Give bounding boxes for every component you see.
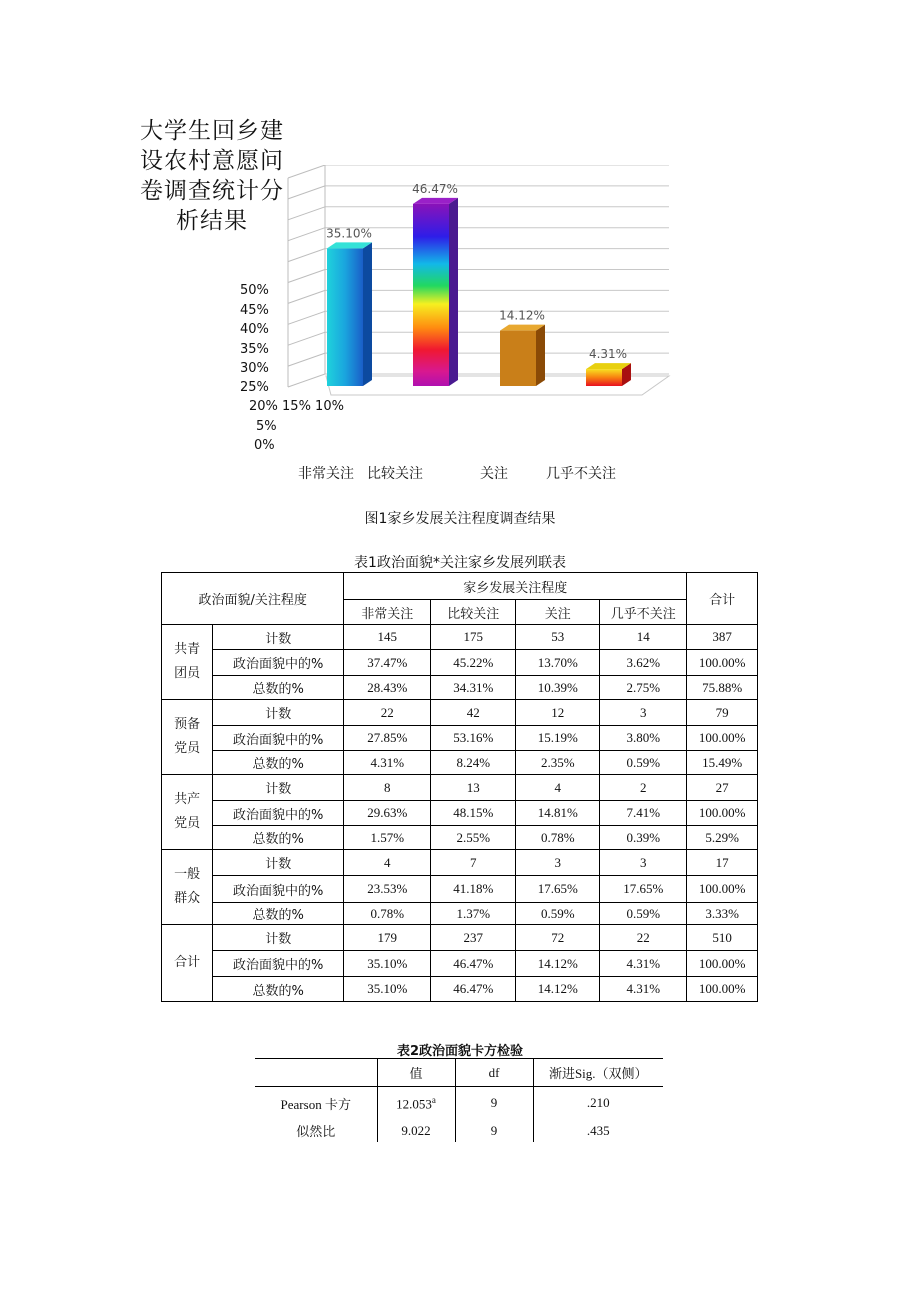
table1-cell: 72: [516, 925, 600, 951]
table1-cell: 2.35%: [516, 751, 600, 775]
table1-cell: 3.80%: [600, 726, 687, 751]
table1-cell: 100.00%: [687, 726, 758, 751]
chart-bars: [327, 198, 631, 386]
table1-cell: 4.31%: [600, 951, 687, 977]
table1-cell: 53: [516, 625, 600, 650]
table1-cell: 237: [431, 925, 516, 951]
y-tick-label: 25%: [240, 380, 269, 395]
table2-caption: 表2政治面貌卡方检验: [396, 1044, 524, 1059]
table1-cell: 3: [600, 850, 687, 876]
table1-row-label: 政治面貌中的%: [213, 801, 344, 826]
table1-cell: 14.12%: [516, 951, 600, 977]
table1-cell: 27: [687, 775, 758, 801]
table1-total-header: 合计: [687, 573, 758, 625]
table1-row-label: 总数的%: [213, 977, 344, 1002]
bar-side: [536, 325, 545, 386]
table2-row: [255, 1120, 663, 1142]
table1-row-label: 计数: [213, 700, 344, 726]
grid-line-side: [288, 290, 325, 303]
table1-cell: 37.47%: [344, 650, 431, 676]
table1-cell: 46.47%: [431, 951, 516, 977]
table2-df: 9: [455, 1087, 533, 1120]
table2-value: 12.053: [396, 1095, 432, 1111]
table1-cell: 22: [344, 700, 431, 726]
table1-cell: 179: [344, 925, 431, 951]
table1-row-label: 计数: [213, 850, 344, 876]
table1-row: [162, 676, 758, 700]
table1-row-label: 计数: [213, 925, 344, 951]
table1-row-label: 计数: [213, 775, 344, 801]
table1-column-header: 非常关注: [344, 600, 431, 625]
title-line: 析结果: [176, 208, 248, 234]
table2-row-label: 似然比: [255, 1120, 377, 1142]
x-category-label: 几乎不关注: [546, 466, 616, 482]
table1-cell: 35.10%: [344, 951, 431, 977]
table1-cell: 3: [516, 850, 600, 876]
table1-cell: 100.00%: [687, 876, 758, 903]
table1-cell: 510: [687, 925, 758, 951]
table1-cell: 4: [516, 775, 600, 801]
data-label: 14.12%: [499, 308, 545, 323]
table1-cell: 17: [687, 850, 758, 876]
table1-column-header: 关注: [516, 600, 600, 625]
table1-cell: 0.59%: [600, 903, 687, 925]
bar-side: [363, 242, 372, 386]
table1-row-label: 总数的%: [213, 676, 344, 700]
table1-cell: 100.00%: [687, 951, 758, 977]
table1-row-label: 政治面貌中的%: [213, 876, 344, 903]
y-tick-label: 45%: [240, 303, 269, 318]
table1-cell: 46.47%: [431, 977, 516, 1002]
data-label: 35.10%: [326, 226, 372, 241]
table1-row: [162, 650, 758, 676]
table1-cell: 14.81%: [516, 801, 600, 826]
table1-cell: 79: [687, 700, 758, 726]
crosstab-table: [161, 572, 758, 1002]
table1-cell: 75.88%: [687, 676, 758, 700]
y-tick-label: 20% 15% 10%: [249, 399, 344, 414]
table1-cell: 2.75%: [600, 676, 687, 700]
table1-cell: 100.00%: [687, 977, 758, 1002]
group-label-line: 合计: [174, 955, 201, 970]
y-tick-label: 0%: [254, 438, 275, 453]
table1-cell: 2.55%: [431, 826, 516, 850]
table1-cell: 15.49%: [687, 751, 758, 775]
table1-cell: 13.70%: [516, 650, 600, 676]
table1-cell: 29.63%: [344, 801, 431, 826]
table1-cell: 48.15%: [431, 801, 516, 826]
y-tick-label: 50%: [240, 283, 269, 298]
table1-cell: 5.29%: [687, 826, 758, 850]
table1-row: [162, 826, 758, 850]
table1-group-label: [162, 775, 213, 850]
table1-corner-header: 政治面貌/关注程度: [162, 573, 344, 625]
grid-line-side: [288, 353, 325, 366]
grid-line-side: [288, 249, 325, 262]
table1-column-header: 比较关注: [431, 600, 516, 625]
table1-row-label: 政治面貌中的%: [213, 650, 344, 676]
table1-cell: 35.10%: [344, 977, 431, 1002]
grid-line-side: [288, 186, 325, 199]
grid-line-side: [288, 374, 325, 387]
table1-row: [162, 903, 758, 925]
table2-row-label: Pearson 卡方: [255, 1087, 377, 1120]
table1-cell: 175: [431, 625, 516, 650]
group-label-line: 预备: [174, 717, 201, 732]
table1-row: [162, 925, 758, 951]
table2-value: 9.022: [377, 1120, 455, 1142]
table1-cell: 22: [600, 925, 687, 951]
table2-df: 9: [455, 1120, 533, 1142]
table1-caption: 表1政治面貌*关注家乡发展列联表: [354, 555, 566, 571]
title-line: 大学生回乡建: [140, 118, 284, 144]
table1-cell: 387: [687, 625, 758, 650]
table1-cell: 3.62%: [600, 650, 687, 676]
table1-row-label: 计数: [213, 625, 344, 650]
chi-square-table: [255, 1058, 663, 1142]
table1-cell: 8: [344, 775, 431, 801]
table1-cell: 28.43%: [344, 676, 431, 700]
table1-row: [162, 775, 758, 801]
table1-cell: 10.39%: [516, 676, 600, 700]
grid-line-side: [288, 207, 325, 220]
table1-cell: 15.19%: [516, 726, 600, 751]
table1-cell: 12: [516, 700, 600, 726]
table1-cell: 2: [600, 775, 687, 801]
grid-line-side: [288, 270, 325, 283]
table1-row-label: 政治面貌中的%: [213, 951, 344, 977]
table1-cell: 0.78%: [516, 826, 600, 850]
table1-cell: 34.31%: [431, 676, 516, 700]
table1-cell: 145: [344, 625, 431, 650]
table1-row: [162, 876, 758, 903]
table1-cell: 3: [600, 700, 687, 726]
table1-group-label: [162, 850, 213, 925]
table1-cell: 7: [431, 850, 516, 876]
table2-header-empty: [255, 1059, 377, 1087]
group-label-line: 共产: [174, 792, 201, 807]
title-line: 卷调查统计分: [140, 178, 284, 204]
table1-group-label: [162, 925, 213, 1002]
table1-cell: 0.39%: [600, 826, 687, 850]
table1-cell: 23.53%: [344, 876, 431, 903]
group-label-line: 共青: [174, 642, 201, 657]
table1-row: [162, 801, 758, 826]
table1-cell: 7.41%: [600, 801, 687, 826]
data-label: 4.31%: [588, 347, 628, 362]
table1-cell: 14.12%: [516, 977, 600, 1002]
footnote-marker: a: [431, 1094, 436, 1105]
table1-cell: 27.85%: [344, 726, 431, 751]
group-label-line: 一般: [174, 867, 201, 882]
table1-row: [162, 726, 758, 751]
table1-row-label: 总数的%: [213, 826, 344, 850]
table1-column-header: 几乎不关注: [600, 600, 687, 625]
table1-cell: 4: [344, 850, 431, 876]
x-category-label: 关注: [480, 466, 508, 482]
table1-row: [162, 951, 758, 977]
table1-cell: 41.18%: [431, 876, 516, 903]
group-label-line: 群众: [174, 891, 201, 906]
y-tick-label: 5%: [256, 419, 277, 434]
table2-header-value: 值: [377, 1059, 455, 1087]
grid-line-side: [288, 332, 325, 345]
x-category-label: 非常关注: [298, 466, 354, 482]
table1-cell: 1.57%: [344, 826, 431, 850]
table1-row: [162, 850, 758, 876]
table2-header-sig: 渐进Sig.（双侧）: [548, 1066, 648, 1081]
y-tick-label: 35%: [240, 342, 269, 357]
table1-cell: 4.31%: [600, 977, 687, 1002]
table1-cell: 4.31%: [344, 751, 431, 775]
table2-sig: .435: [586, 1122, 610, 1138]
table1-cell: 0.59%: [516, 903, 600, 925]
grid-line-side: [288, 228, 325, 241]
bar: [586, 369, 622, 386]
table1-cell: 0.59%: [600, 751, 687, 775]
table1-cell: 1.37%: [431, 903, 516, 925]
table1-cell: 14: [600, 625, 687, 650]
data-label: 46.47%: [412, 181, 458, 196]
table1-group-label: [162, 700, 213, 775]
table1-cell: 13: [431, 775, 516, 801]
table1-row: [162, 700, 758, 726]
table1-cell: 17.65%: [516, 876, 600, 903]
table2-value-cell: [377, 1087, 455, 1120]
group-label-line: 党员: [174, 816, 201, 831]
bar: [413, 204, 449, 386]
table1-row: [162, 625, 758, 650]
table1-row-label: 政治面貌中的%: [213, 726, 344, 751]
group-label-line: 团员: [174, 666, 201, 681]
table1-cell: 8.24%: [431, 751, 516, 775]
table1-cell: 53.16%: [431, 726, 516, 751]
bar: [500, 331, 536, 386]
bar: [327, 248, 363, 386]
table2-sig: .210: [586, 1095, 610, 1111]
table1-cell: 0.78%: [344, 903, 431, 925]
title-line: 设农村意愿问: [140, 148, 284, 174]
table1-group-label: [162, 625, 213, 700]
table1-row: [162, 977, 758, 1002]
table1-cell: 45.22%: [431, 650, 516, 676]
table1-cell: 100.00%: [687, 801, 758, 826]
group-label-line: 党员: [174, 741, 201, 756]
y-tick-label: 30%: [240, 361, 269, 376]
table1-cell: 3.33%: [687, 903, 758, 925]
y-tick-label: 40%: [240, 322, 269, 337]
table1-row: [162, 751, 758, 775]
table2-row: [255, 1087, 663, 1120]
bar-side: [449, 198, 458, 386]
table1-row-label: 总数的%: [213, 903, 344, 925]
figure-caption: 图1家乡发展关注程度调查结果: [364, 511, 556, 527]
table1-cell: 42: [431, 700, 516, 726]
grid-line-side: [288, 311, 325, 324]
grid-line-side: [288, 165, 325, 178]
table1-cell: 17.65%: [600, 876, 687, 903]
table2-header-df: df: [455, 1059, 533, 1087]
x-category-label: 比较关注: [367, 466, 423, 482]
bar-chart: [240, 165, 680, 405]
table1-cell: 100.00%: [687, 650, 758, 676]
table1-row-label: 总数的%: [213, 751, 344, 775]
table1-group-header: 家乡发展关注程度: [344, 573, 687, 600]
